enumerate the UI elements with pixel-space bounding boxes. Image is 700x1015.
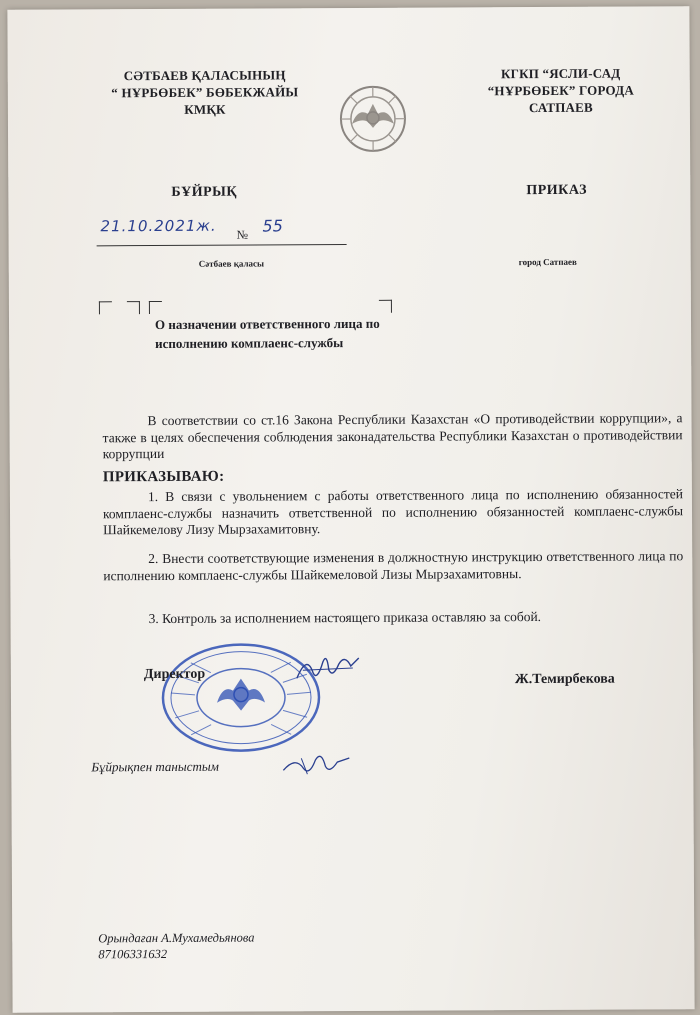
- header-left-line-3: КМҚК: [184, 101, 226, 117]
- order-item-2: 2. Внести соответствующие изменения в должностную инструкцию ответственного лица по исполнению комплаенс-службы Шайкемеловой Лизы Мырзахамитовны.: [103, 548, 684, 583]
- acknowledgement-label: Бұйрықпен таныстым: [91, 758, 219, 775]
- order-item-1: 1. В связи с увольнением с работы ответственного лица по исполнению обязанностей комплаенс-службы назначить ответственной по исполнению обязанностей комплаенс-службы Шайкемелову Лизу Мырзахамитовну.: [102, 486, 684, 538]
- corner-mark: [127, 301, 140, 314]
- executor-phone: 87106331632: [98, 946, 168, 962]
- handwritten-number: 55: [262, 216, 283, 236]
- corner-mark: [149, 301, 162, 314]
- header-left-line-2: “ НҰРБӨБЕК” БӨБЕКЖАЙЫ: [111, 84, 299, 101]
- order-subject: О назначении ответственного лица по исполнению комплаенс-службы: [154, 315, 380, 352]
- order-word: ПРИКАЗЫВАЮ:: [102, 468, 225, 486]
- handwritten-date: 21.10.2021ж.: [100, 216, 217, 236]
- number-sign: №: [236, 227, 249, 242]
- director-label: Директор: [143, 666, 206, 683]
- city-kazakh: Сәтбаев қаласы: [198, 258, 265, 269]
- doc-title-russian: ПРИКАЗ: [526, 182, 588, 199]
- acknowledgement-signature: [281, 746, 351, 780]
- header-right-line-3: САТПАЕВ: [528, 99, 593, 116]
- header-right-russian: [466, 64, 656, 116]
- corner-mark: [99, 301, 112, 314]
- executor-info: [98, 930, 254, 963]
- preamble-paragraph: В соответствии со ст.16 Закона Республики Казахстан «О противодействии коррупции», а также в целях обеспечения соблюдения законадательства Республики Казахстан о противодействии коррупции: [102, 410, 683, 462]
- state-emblem-icon: [338, 84, 408, 154]
- order-item-3: 3. Контроль за исполнением настоящего приказа оставляю за собой.: [148, 609, 542, 627]
- header-left-line-1: СӘТБАЕВ ҚАЛАСЫНЫҢ: [123, 67, 286, 84]
- corner-mark: [379, 300, 392, 313]
- executor-name: Орындаған А.Мухамедьянова: [98, 930, 255, 946]
- doc-title-kazakh: БҰЙРЫҚ: [171, 184, 238, 200]
- document-page: [7, 6, 694, 1013]
- director-name: Ж.Темирбекова: [514, 671, 615, 688]
- city-russian: город Сатпаев: [518, 256, 577, 268]
- header-right-line-1: КГКП “ЯСЛИ-САД: [500, 65, 621, 82]
- header-right-line-2: “НҰРБӨБЕК” ГОРОДА: [487, 82, 634, 99]
- director-signature: [293, 648, 363, 688]
- header-left-kazakh: [100, 66, 310, 118]
